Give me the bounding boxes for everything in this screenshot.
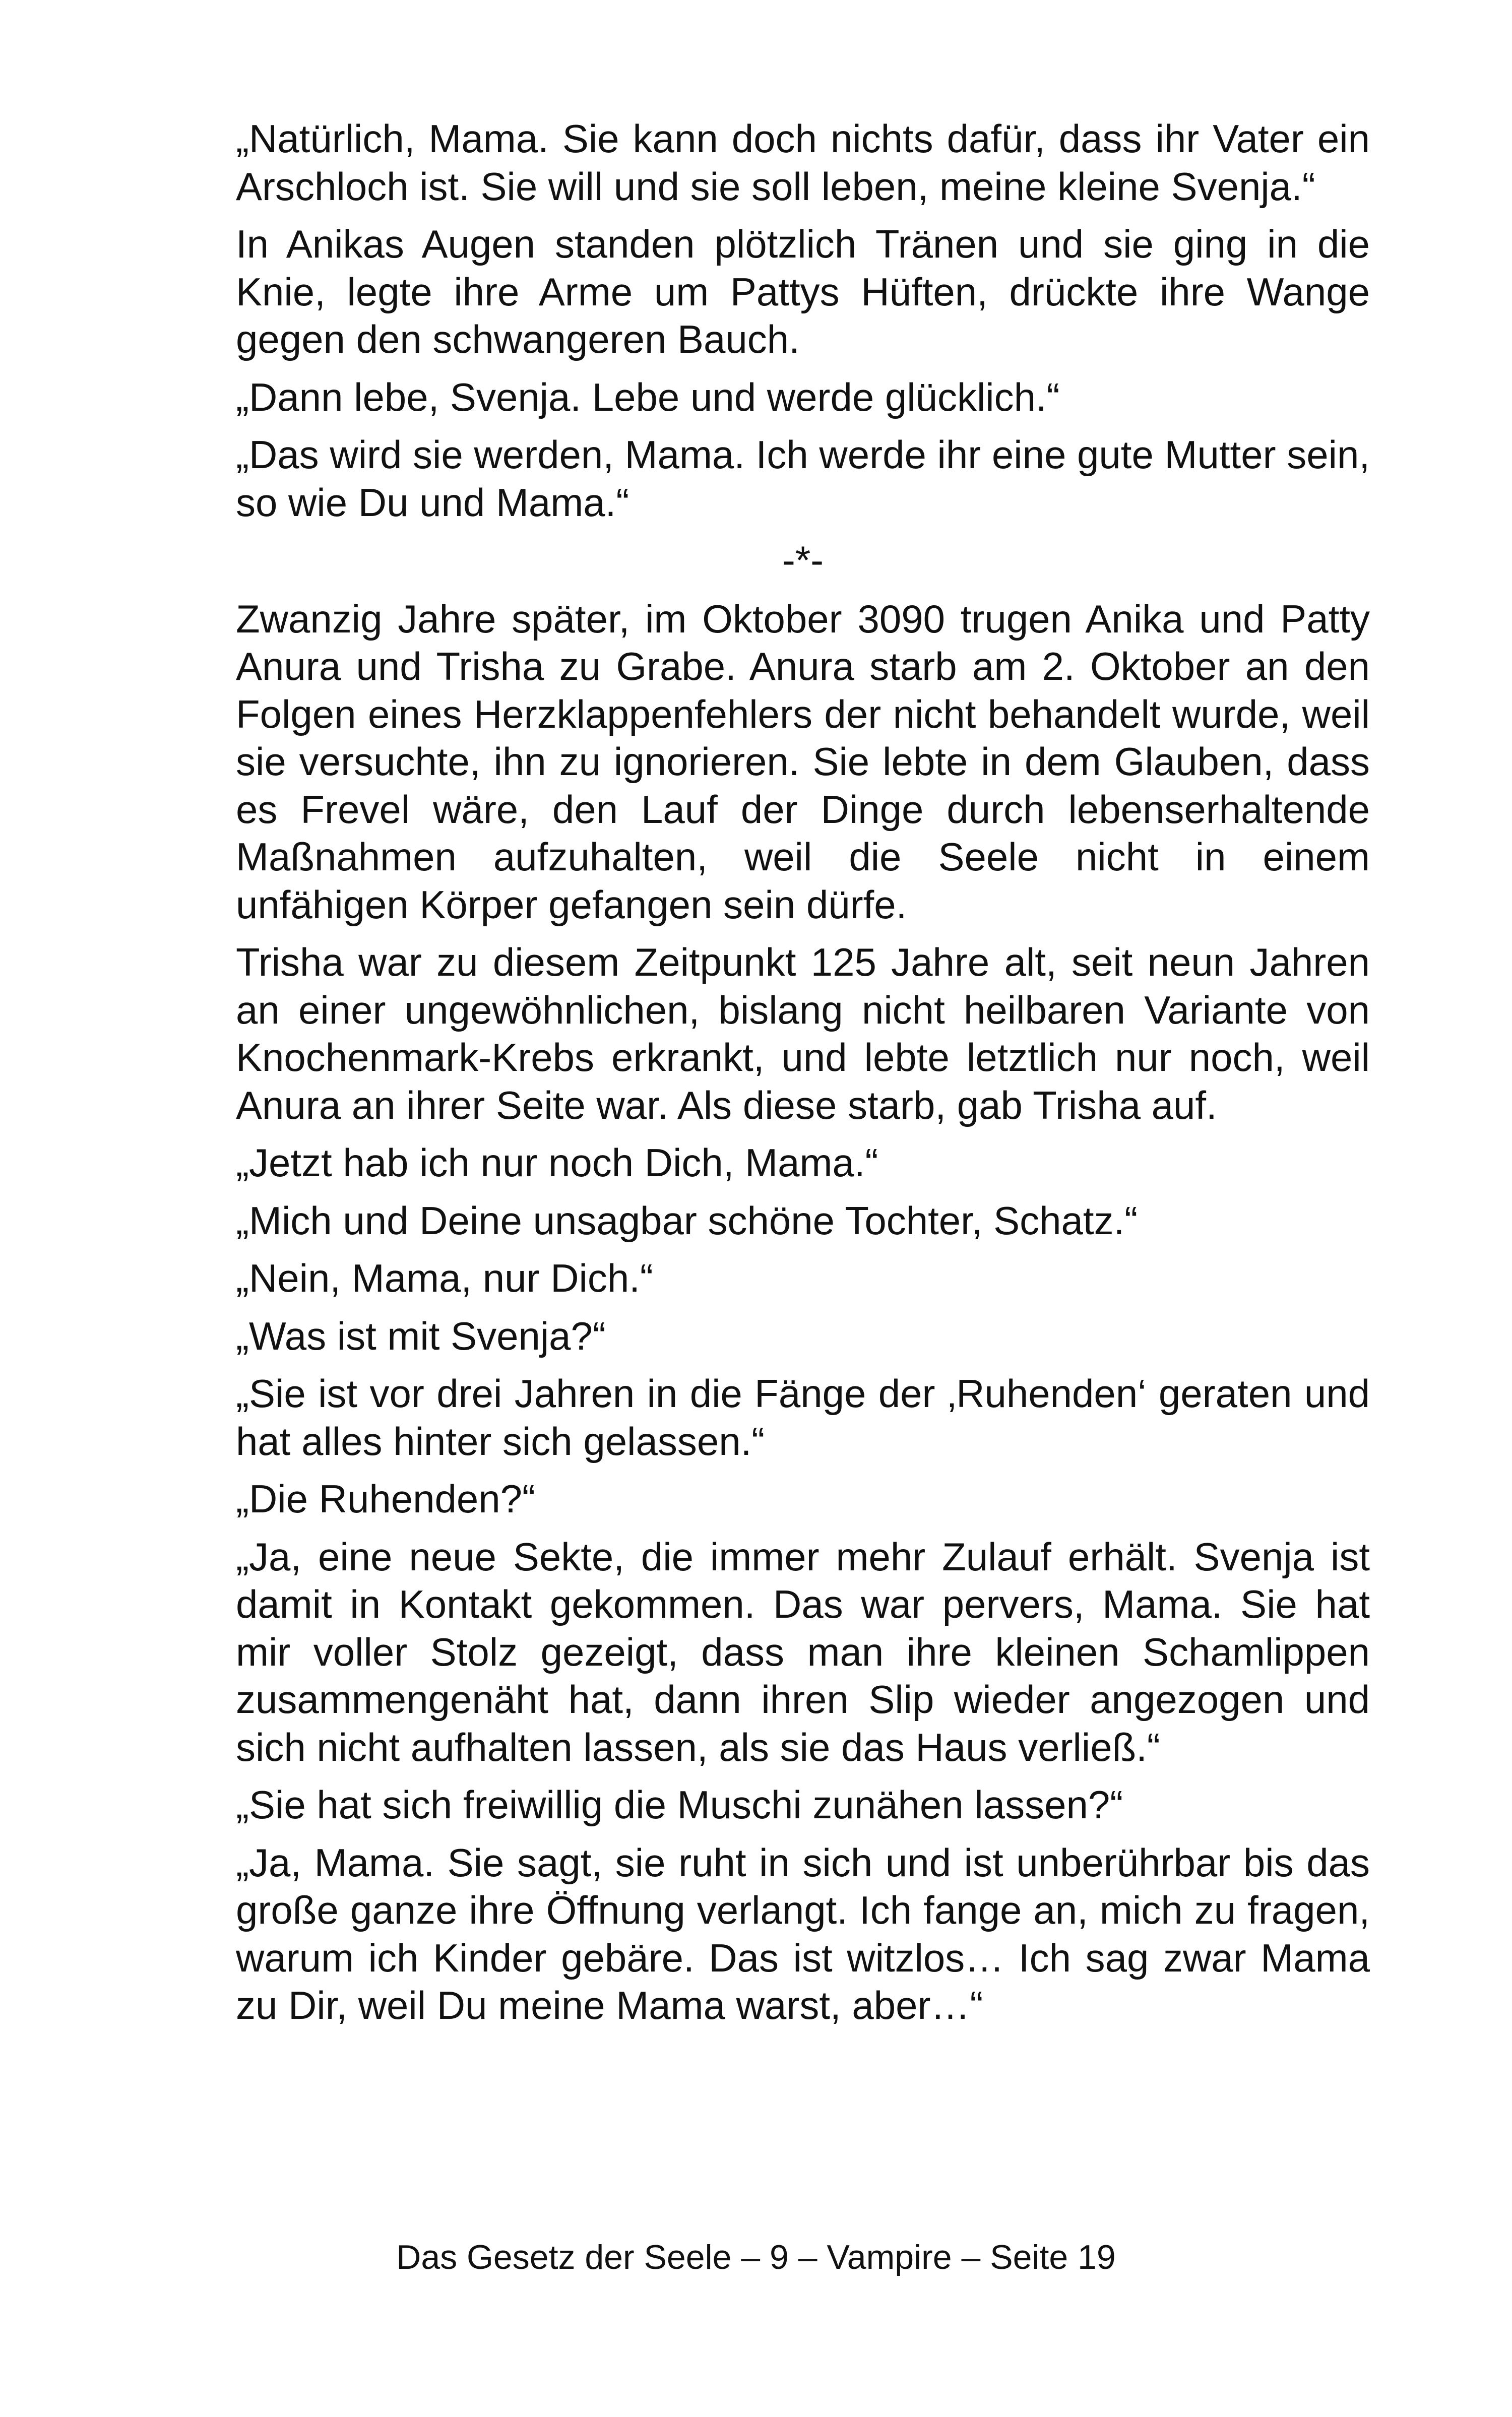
paragraph: „Jetzt hab ich nur noch Dich, Mama.“ xyxy=(236,1140,878,1185)
paragraph: „Das wird sie werden, Mama. Ich werde ihr eine gute Mutter sein, so wie Du und Mama.“ xyxy=(236,432,1370,525)
paragraph: „Ja, eine neue Sekte, die immer mehr Zulauf erhält. Svenja ist damit in Kontakt gekommen. Das war pervers, Mama. Sie hat mir voller Stolz gezeigt, dass man ihre kleinen Schamlippen zusammengenäht hat, dann ihren Slip wieder angezogen und sich nicht aufhalten lassen, als sie das Haus verließ.“ xyxy=(236,1534,1370,1769)
page-body xyxy=(236,115,1370,2040)
paragraph: „Ja, Mama. Sie sagt, sie ruht in sich und ist unberührbar bis das große ganze ihre Öffnung verlangt. Ich fange an, mich zu fragen, warum ich Kinder gebäre. Das ist witzlos… Ich sag zwar Mama zu Dir, weil Du meine Mama warst, aber…“ xyxy=(236,1840,1370,2027)
paragraph: „Was ist mit Svenja?“ xyxy=(236,1313,606,1358)
paragraph: „Die Ruhenden?“ xyxy=(236,1477,536,1521)
page-footer: Das Gesetz der Seele – 9 – Vampire – Seite 19 xyxy=(396,2238,1116,2276)
paragraph: „Sie hat sich freiwillig die Muschi zunähen lassen?“ xyxy=(236,1783,1123,1827)
paragraph: „Natürlich, Mama. Sie kann doch nichts dafür, dass ihr Vater ein Arschloch ist. Sie will und sie soll leben, meine kleine Svenja.“ xyxy=(236,116,1370,209)
paragraph: Zwanzig Jahre später, im Oktober 3090 trugen Anika und Patty Anura und Trisha zu Grabe. Anura starb am 2. Oktober an den Folgen eines Herzklappenfehlers der nicht behandelt wurde, weil sie versuchte, ihn zu ignorieren. Sie lebte in dem Glauben, dass es Frevel wäre, den Lauf der Dinge durch lebenserhaltende Maßnahmen aufzuhalten, weil die Seele nicht in einem unfähigen Körper gefangen sein dürfe. xyxy=(236,596,1370,927)
paragraph: In Anikas Augen standen plötzlich Tränen und sie ging in die Knie, legte ihre Arme um Pattys Hüften, drückte ihre Wange gegen den schwangeren Bauch. xyxy=(236,222,1370,361)
paragraph: „Mich und Deine unsagbar schöne Tochter, Schatz.“ xyxy=(236,1198,1138,1243)
paragraph: „Dann lebe, Svenja. Lebe und werde glücklich.“ xyxy=(236,374,1060,419)
paragraph: Trisha war zu diesem Zeitpunkt 125 Jahre alt, seit neun Jahren an einer ungewöhnlichen, bislang nicht heilbaren Variante von Knochenmark-Krebs erkrankt, und lebte letztlich nur noch, weil Anura an ihrer Seite war. Als diese starb, gab Trisha auf. xyxy=(236,940,1370,1127)
paragraph: „Sie ist vor drei Jahren in die Fänge der ‚Ruhenden‘ geraten und hat alles hinter sich gelassen.“ xyxy=(236,1371,1370,1464)
section-separator: -*- xyxy=(782,538,824,582)
paragraph: „Nein, Mama, nur Dich.“ xyxy=(236,1256,653,1300)
